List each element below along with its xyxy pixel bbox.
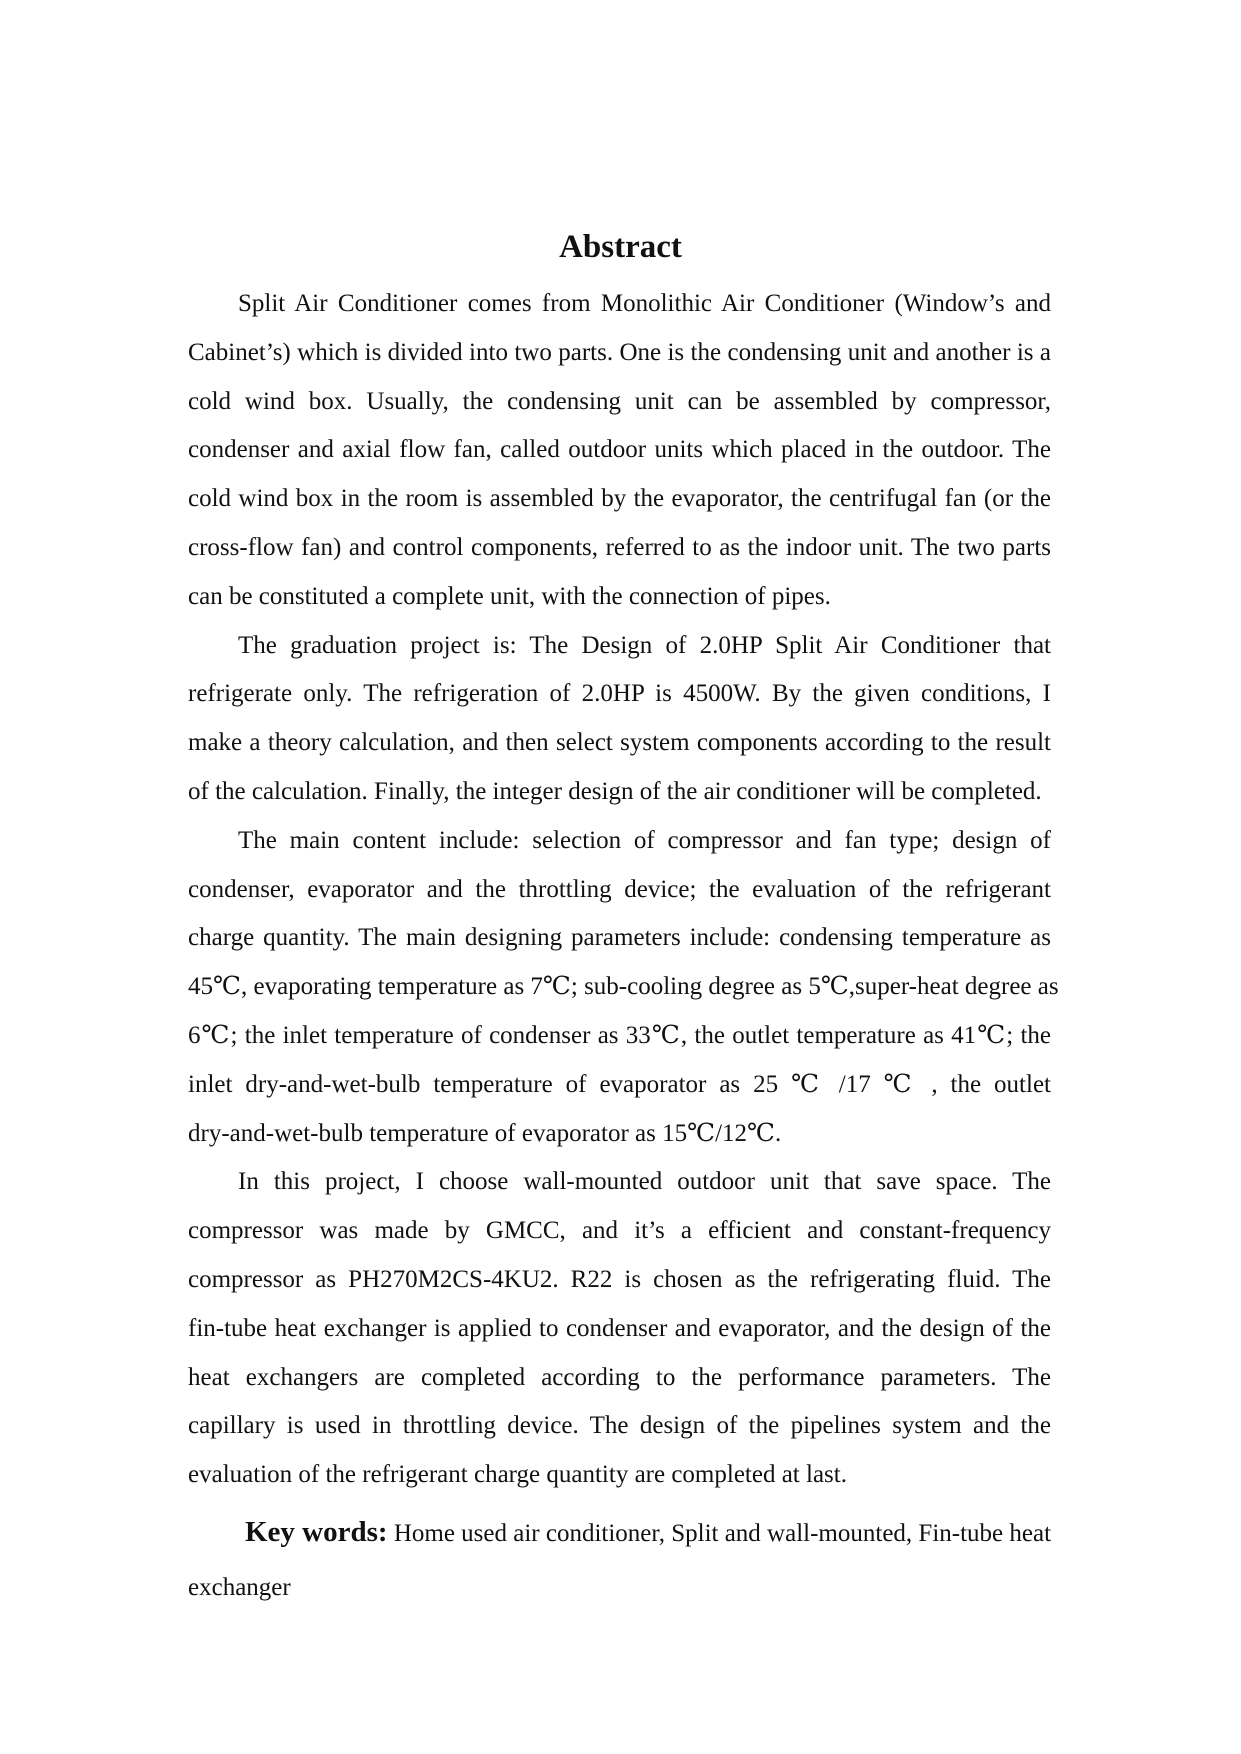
paragraph-line: can be constituted a complete unit, with the connection of pipes. <box>188 582 831 610</box>
paragraph-line: of the calculation. Finally, the integer design of the air conditioner will be completed. <box>188 777 1042 805</box>
paragraph-line: cold wind box in the room is assembled by the evaporator, the centrifugal fan (or the <box>188 485 1051 513</box>
paragraph-line: make a theory calculation, and then select system components according to the result <box>188 729 1051 757</box>
paragraph-line: charge quantity. The main designing parameters include: condensing temperature as <box>188 924 1051 952</box>
paragraph-line: cross-flow fan) and control components, referred to as the indoor unit. The two parts <box>188 533 1051 561</box>
paragraph-line: refrigerate only. The refrigeration of 2.0HP is 4500W. By the given conditions, I <box>188 680 1051 708</box>
paragraph-line: 45℃, evaporating temperature as 7℃; sub-cooling degree as 5℃,super-heat degree as <box>188 973 1059 1001</box>
paragraph-line: capillary is used in throttling device. The design of the pipelines system and the <box>188 1412 1051 1440</box>
paragraph-line: compressor as PH270M2CS-4KU2. R22 is chosen as the refrigerating fluid. The <box>188 1265 1051 1293</box>
keywords-text-continued: exchanger <box>188 1574 291 1601</box>
paragraph-line: The main content include: selection of compressor and fan type; design of <box>238 826 1051 854</box>
paragraph-line: fin-tube heat exchanger is applied to condenser and evaporator, and the design of the <box>188 1314 1051 1342</box>
keywords-block <box>188 1504 1051 1616</box>
abstract-title: Abstract <box>559 229 682 265</box>
paragraph-line: compressor was made by GMCC, and it’s a efficient and constant-frequency <box>188 1217 1051 1245</box>
paragraph-line: condenser, evaporator and the throttling device; the evaluation of the refrigerant <box>188 875 1051 903</box>
abstract-paragraph-4 <box>188 1158 1051 1500</box>
keywords-label: Key words: <box>245 1516 388 1548</box>
paragraph-line: evaluation of the refrigerant charge quantity are completed at last. <box>188 1461 847 1489</box>
keywords-line <box>188 1504 1051 1560</box>
paragraph-line: Cabinet’s) which is divided into two parts. One is the condensing unit and another is a <box>188 338 1051 366</box>
paragraph-line: In this project, I choose wall-mounted outdoor unit that save space. The <box>238 1168 1051 1196</box>
paragraph-line: The graduation project is: The Design of 2.0HP Split Air Conditioner that <box>238 631 1051 659</box>
paragraph-line: cold wind box. Usually, the condensing unit can be assembled by compressor, <box>188 387 1051 415</box>
abstract-paragraph-1 <box>188 280 1051 622</box>
paragraph-line: condenser and axial flow fan, called outdoor units which placed in the outdoor. The <box>188 436 1051 464</box>
paragraph-line: heat exchangers are completed according to the performance parameters. The <box>188 1363 1051 1391</box>
abstract-paragraph-3 <box>188 817 1059 1159</box>
paragraph-line: Split Air Conditioner comes from Monolithic Air Conditioner (Window’s and <box>238 290 1051 317</box>
abstract-paragraph-2 <box>188 622 1051 817</box>
abstract-body <box>188 280 1059 1500</box>
keywords-text: Home used air conditioner, Split and wall-mounted, Fin-tube heat <box>393 1520 1052 1547</box>
paragraph-line: dry-and-wet-bulb temperature of evaporator as 15℃/12℃. <box>188 1119 782 1147</box>
paragraph-line: 6℃; the inlet temperature of condenser as 33℃, the outlet temperature as 41℃; the <box>188 1021 1051 1049</box>
paragraph-line: inlet dry-and-wet-bulb temperature of evaporator as 25 ℃ /17 ℃ , the outlet <box>188 1070 1051 1098</box>
